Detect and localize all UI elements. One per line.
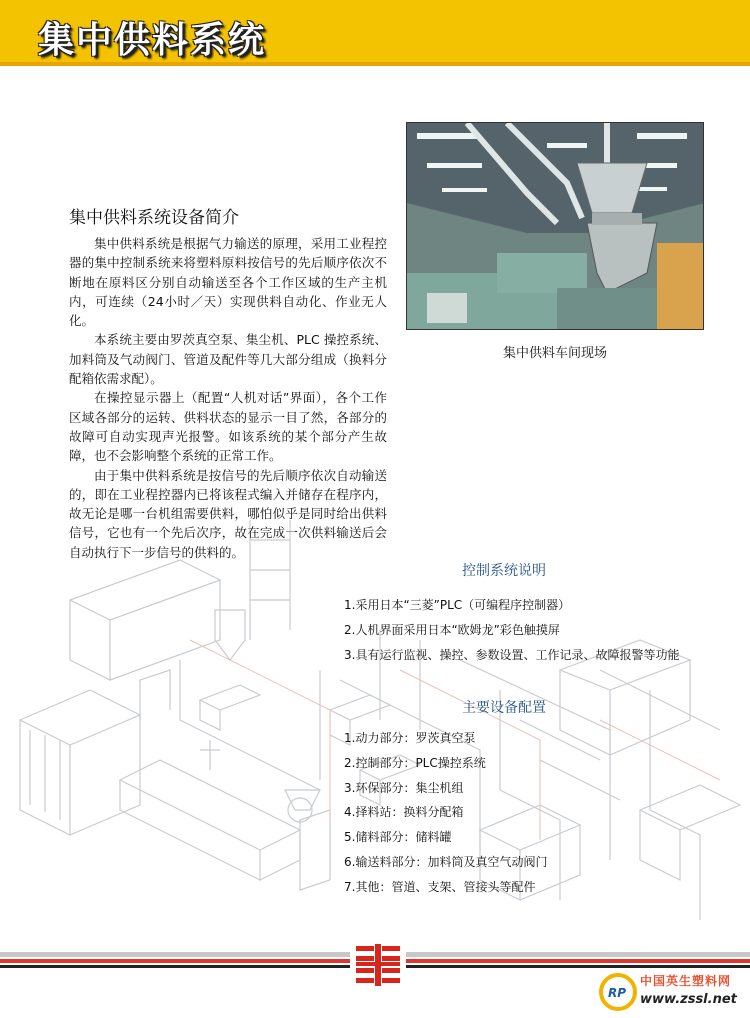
- equipment-item: 5.储料部分：储料罐: [344, 830, 452, 845]
- workshop-photo: [406, 122, 704, 330]
- equipment-item: 1.动力部分：罗茨真空泵: [344, 731, 476, 745]
- emblem-icon: [350, 940, 406, 990]
- intro-paragraph: 由于集中供料系统是按信号的先后顺序依次自动输送的，即在工业程控器内已将该程式编入并储存在程序内，故无论是哪一台机组需要供料，哪怕似乎是同时给出供料信号，它也有一个先后次序，故在完成一次供料输送后会自动执行下一步信号的供料的。: [69, 467, 387, 560]
- equipment-heading: 主要设备配置: [462, 700, 546, 716]
- watermark-site-name: 中国英生塑料网: [640, 974, 732, 988]
- watermark-url: www.zssl.net: [640, 992, 737, 1007]
- intro-paragraph: 本系统主要由罗茨真空泵、集尘机、PLC 操控系统、加料筒及气动阀门、管道及配件等几大部分组成（换料分配箱依需求配）。: [69, 332, 387, 387]
- equipment-item: 3.环保部分：集尘机组: [344, 780, 464, 795]
- intro-heading: 集中供料系统设备简介: [69, 208, 239, 228]
- intro-body: [69, 234, 387, 562]
- control-list: [344, 593, 679, 667]
- watermark-logo-text: RP: [608, 986, 627, 1000]
- control-item: 1.采用日本“三菱”PLC（可编程序控制器）: [344, 598, 571, 612]
- photo-caption: 集中供料车间现场: [502, 346, 607, 361]
- site-watermark: [596, 970, 750, 1016]
- page-title: 集中供料系统: [38, 20, 267, 61]
- equipment-item: 6.输送料部分：加料筒及真空气动阀门: [344, 854, 548, 869]
- equipment-list: [344, 726, 547, 900]
- intro-paragraph: 集中供料系统是根据气力输送的原理，采用工业程控器的集中控制系统来将塑料原料按信号的先后顺序依次不断地在原料区分别自动输送至各个工作区域的生产主机内，可连续（24小时／天）实现供料自动化、作业无人化。: [69, 236, 387, 329]
- watermark-logo-icon: [596, 970, 640, 1014]
- equipment-item: 4.择料站：换料分配箱: [344, 805, 464, 820]
- control-item: 2.人机界面采用日本“欧姆龙”彩色触摸屏: [344, 622, 560, 637]
- control-heading: 控制系统说明: [462, 563, 546, 579]
- equipment-item: 2.控制部分：PLC操控系统: [344, 755, 486, 770]
- equipment-item: 7.其他：管道、支架、管接头等配件: [344, 879, 536, 894]
- workshop-photo-illustration: [407, 123, 704, 330]
- company-emblem: [350, 940, 406, 990]
- intro-paragraph: 在操控显示器上（配置“人机对话”界面），各个工作区域各部分的运转、供料状态的显示一目了然，各部分的故障可自动实现声光报警。如该系统的某个部分产生故障，也不会影响整个系统的正常工作。: [69, 390, 387, 464]
- control-item: 3.具有运行监视、操控、参数设置、工作记录、故障报警等功能: [344, 647, 680, 662]
